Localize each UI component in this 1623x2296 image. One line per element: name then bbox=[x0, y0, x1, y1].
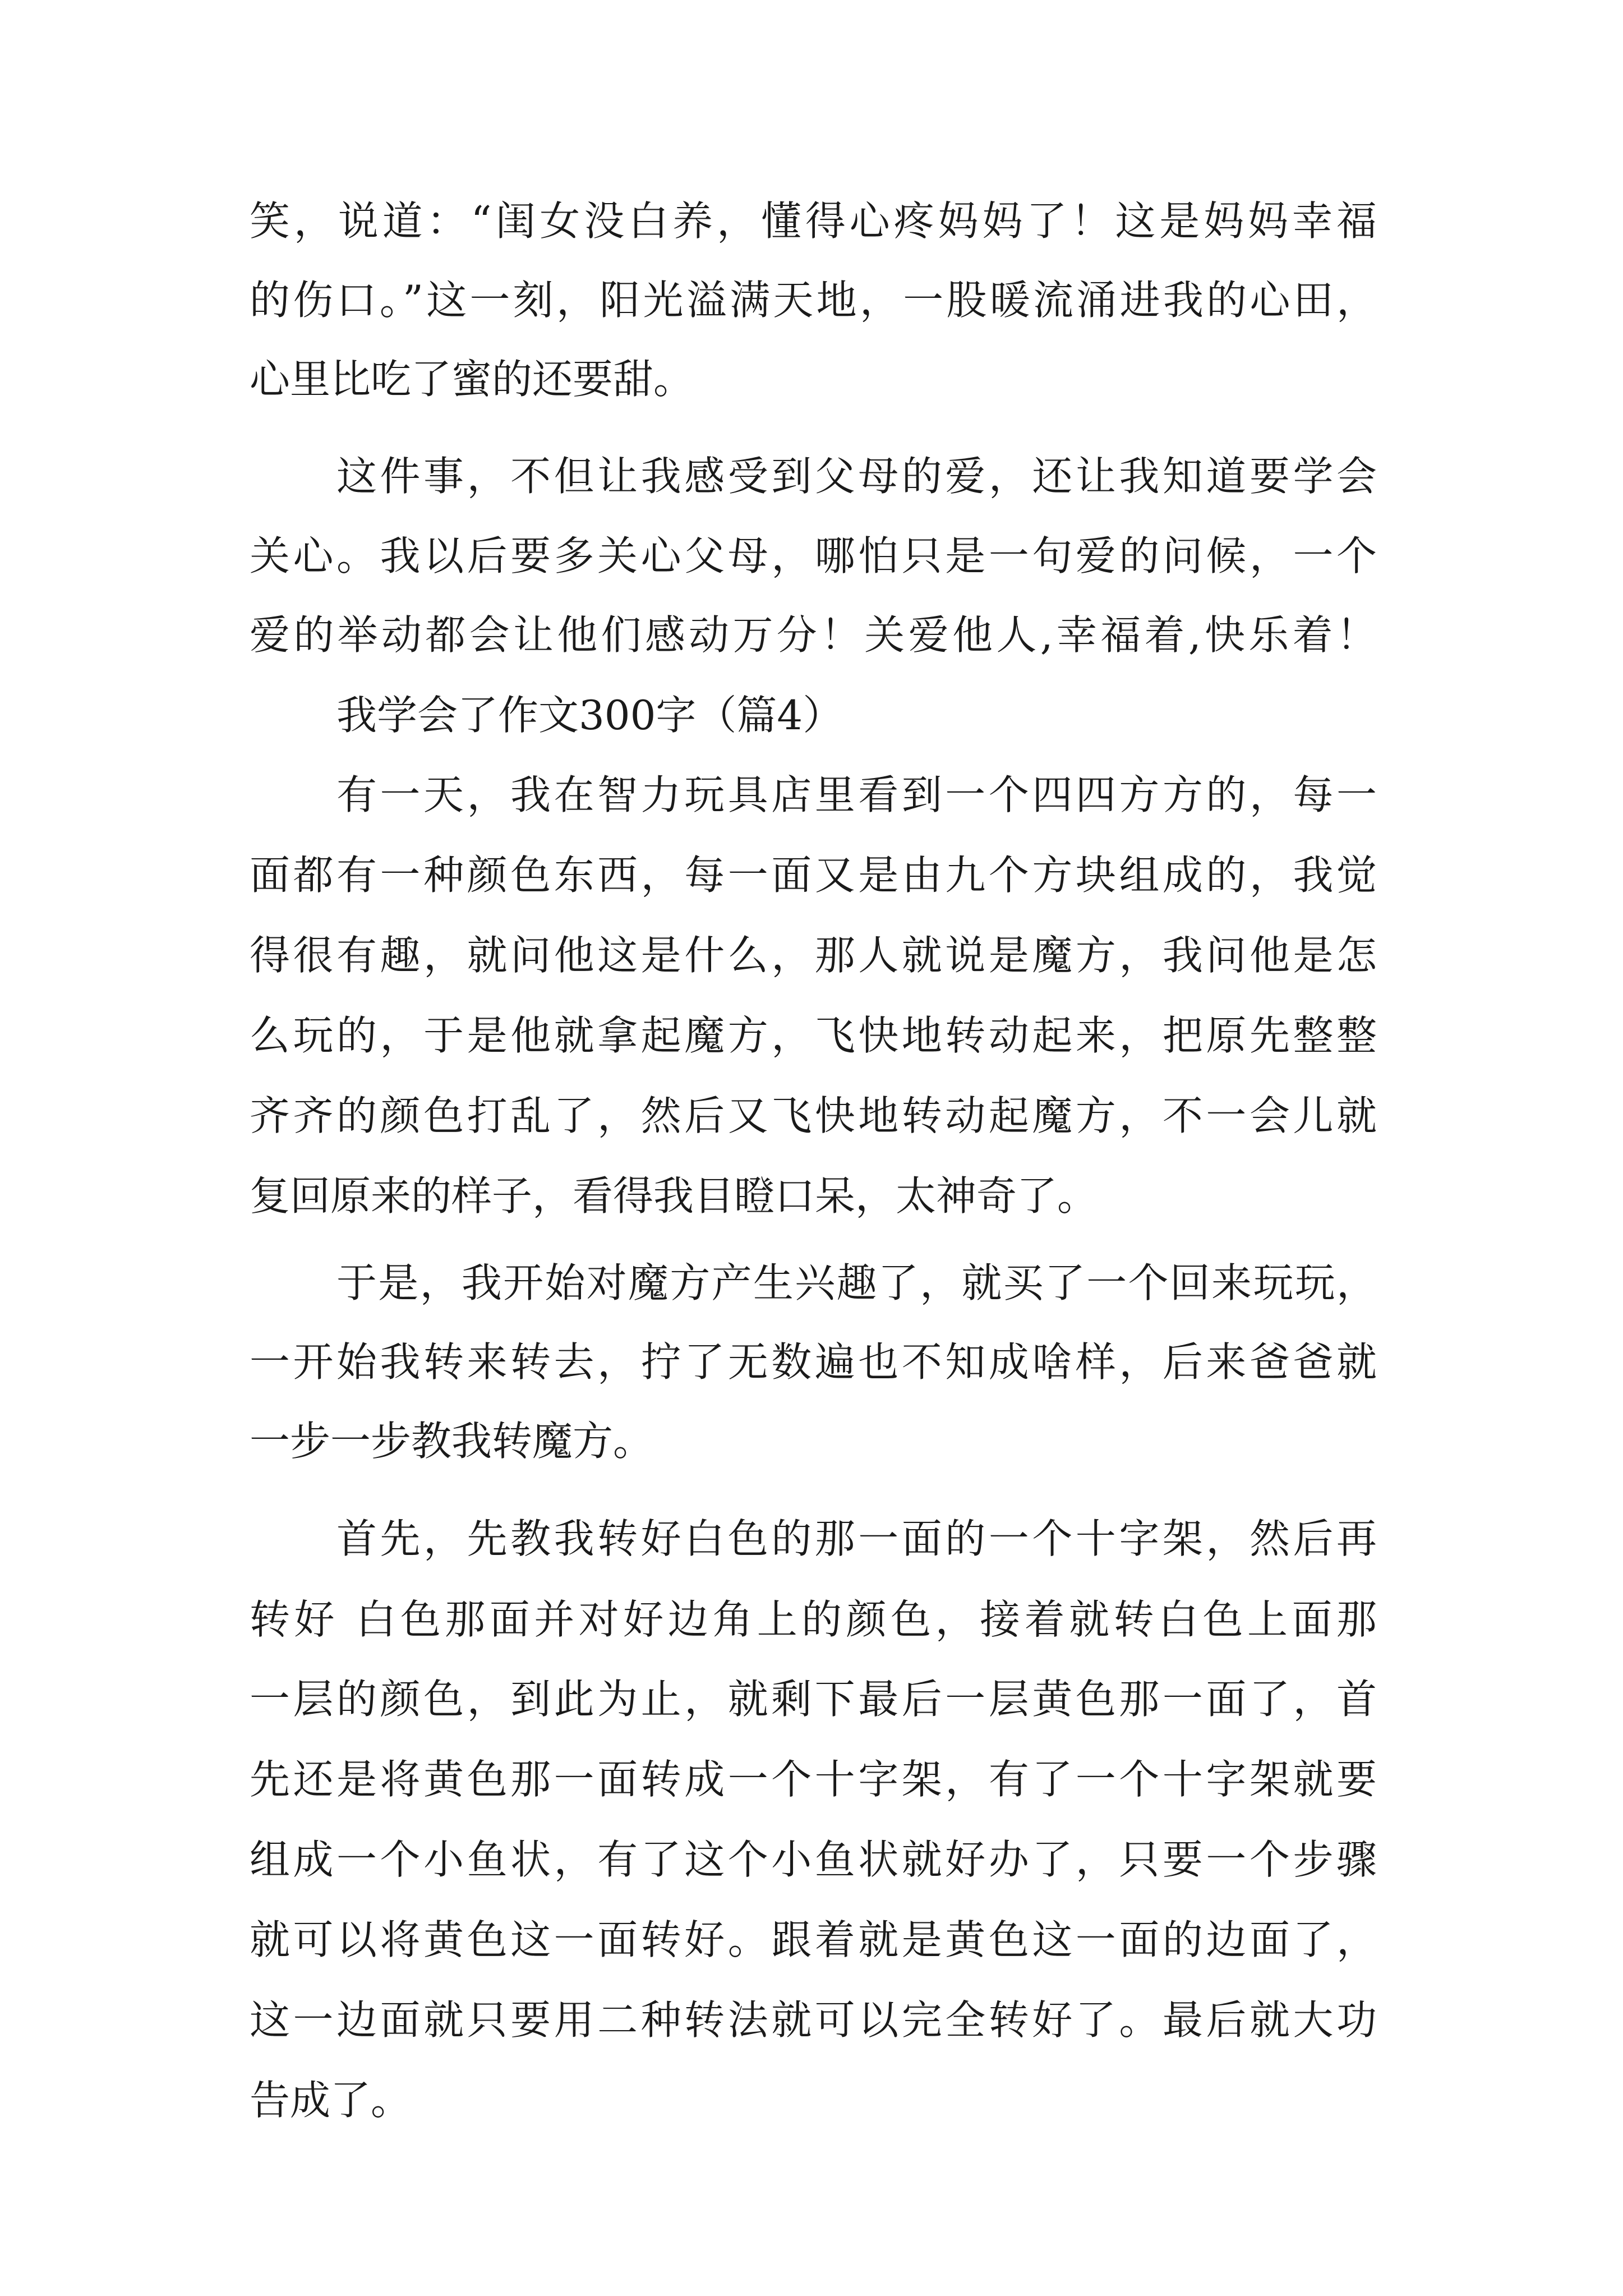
text-line: 转好 白色那面并对好边角上的颜色，接着就转白色上面那 bbox=[250, 1596, 1377, 1643]
text-line: 齐齐的颜色打乱了，然后又飞快地转动起魔方，不一会儿就 bbox=[250, 1092, 1377, 1139]
text-line: 一层的颜色，到此为止，就剩下最后一层黄色那一面了，首 bbox=[250, 1676, 1377, 1723]
text-line: 么玩的，于是他就拿起魔方，飞快地转动起来，把原先整整 bbox=[250, 1012, 1377, 1059]
text-line: 一开始我转来转去，拧了无数遍也不知成啥样，后来爸爸就 bbox=[250, 1338, 1377, 1386]
text-line: 就可以将黄色这一面转好。跟着就是黄色这一面的边面了， bbox=[250, 1916, 1377, 1963]
text-line: 的伤口。”这一刻，阳光溢满天地，一股暖流涌进我的心田， bbox=[250, 277, 1377, 324]
paragraph-first-line: 于是，我开始对魔方产生兴趣了，就买了一个回来玩玩， bbox=[336, 1259, 1377, 1306]
text-line: 先还是将黄色那一面转成一个十字架，有了一个十字架就要 bbox=[250, 1756, 1377, 1803]
text-line: 复回原来的样子，看得我目瞪口呆，太神奇了。 bbox=[250, 1172, 1098, 1220]
text-line: 组成一个小鱼状，有了这个小鱼状就好办了，只要一个步骤 bbox=[250, 1836, 1377, 1883]
text-line: 这一边面就只要用二种转法就可以完全转好了。最后就大功 bbox=[250, 1996, 1377, 2044]
text-line: 关心。我以后要多关心父母，哪怕只是一句爱的问候，一个 bbox=[250, 532, 1377, 579]
text-line: 一步一步教我转魔方。 bbox=[250, 1418, 654, 1465]
paragraph-first-line: 首先，先教我转好白色的那一面的一个十字架，然后再 bbox=[336, 1515, 1377, 1562]
text-line: 笑，说道：“闺女没白养，懂得心疼妈妈了！这是妈妈幸福 bbox=[250, 197, 1377, 245]
text-line: 爱的举动都会让他们感动万分！关爱他人,幸福着,快乐着！ bbox=[250, 611, 1377, 659]
text-line: 心里比吃了蜜的还要甜。 bbox=[250, 356, 694, 403]
paragraph-first-line: 这件事，不但让我感受到父母的爱，还让我知道要学会 bbox=[336, 453, 1377, 500]
section-heading: 我学会了作文300字（篇4） bbox=[336, 692, 843, 739]
text-line: 面都有一种颜色东西，每一面又是由九个方块组成的，我觉 bbox=[250, 852, 1377, 899]
text-line: 得很有趣，就问他这是什么，那人就说是魔方，我问他是怎 bbox=[250, 932, 1377, 979]
text-line: 告成了。 bbox=[250, 2077, 412, 2124]
paragraph-first-line: 有一天，我在智力玩具店里看到一个四四方方的，每一 bbox=[336, 771, 1377, 818]
